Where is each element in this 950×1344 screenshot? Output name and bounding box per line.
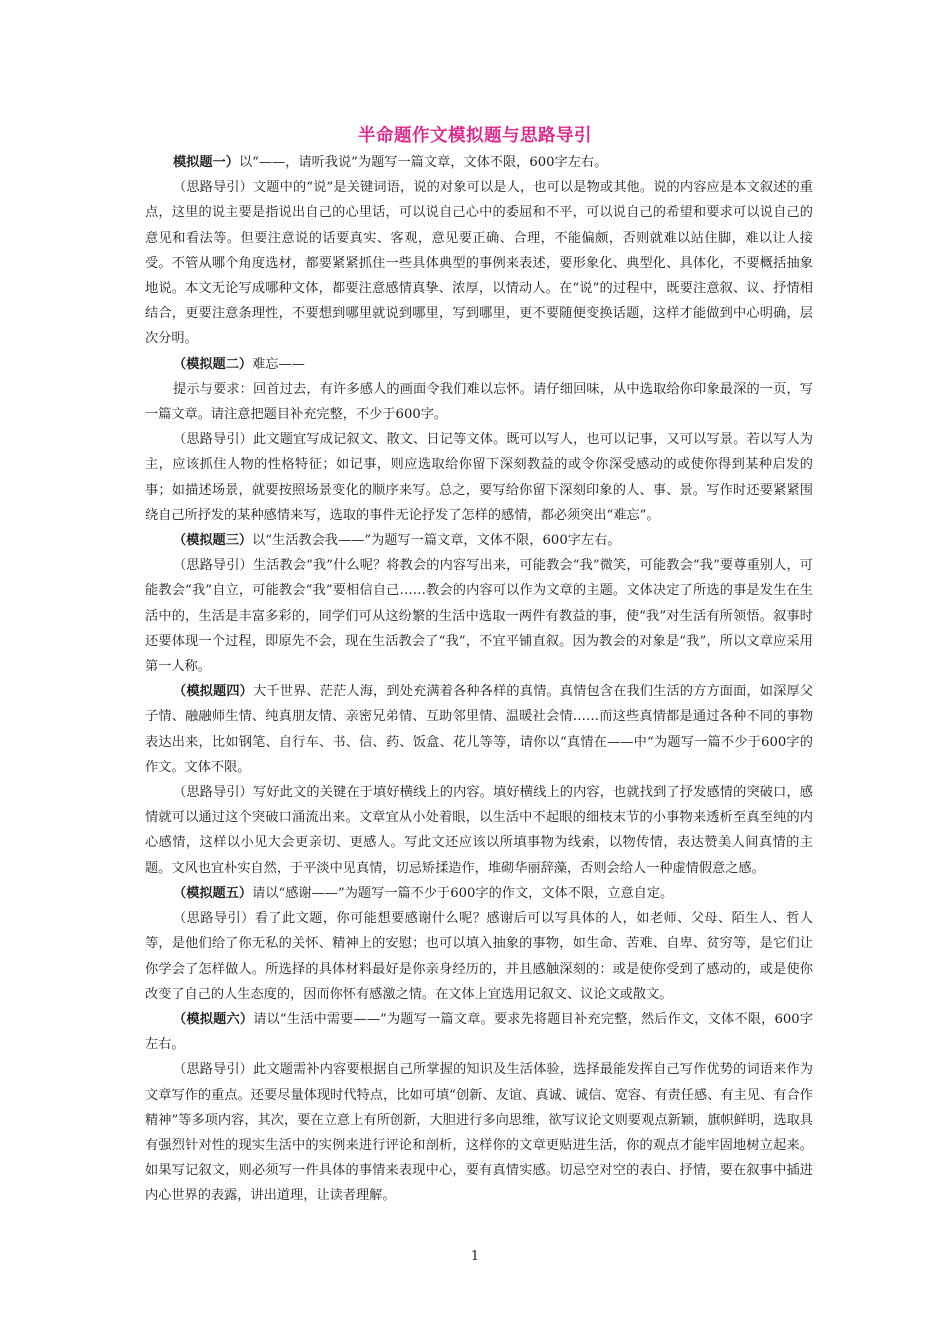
prompt-5 [145, 881, 813, 906]
guide-3: （思路导引）生活教会“我”什么呢？将教会的内容写出来，可能教会“我”微笑，可能教会“我”要尊重别人，可能教会“我”自立，可能教会“我”要相信自己……教会的内容可以作为文章的主题。文体决定了所选的事是发生在生活中的，生活是丰富多彩的，同学们可从这纷繁的生活中选取一两件有教益的事，使“我”对生活有所领悟。叙事时还要体现一个过程，即原先不会，现在生活教会了“我”，不宜平铺直叙。因为教会的对象是“我”，所以文章应采用第一人称。 [145, 558, 813, 675]
document-body [145, 150, 813, 1209]
guide-1: （思路导引）文题中的“说”是关键词语，说的对象可以是人，也可以是物或其他。说的内容应是本文叙述的重点，这里的说主要是指说出自己的心里话，可以说自己心中的委屈和不平，可以说自己的希望和要求可以说自己的意见和看法等。但要注意说的话要真实、客观，意见要正确、合理，不能偏颇，否则就难以站住脚，难以让人接受。不管从哪个角度选材，都要紧紧抓住一些具体典型的事例来表述，要形象化、典型化、具体化，不要概括抽象地说。本文无论写成哪种文体，都要注意感情真挚、浓厚，以情动人。在“说”的过程中，既要注意叙、议、抒情相结合，更要注意条理性，不要想到哪里就说到哪里，写到哪里，更不要随便变换话题，这样才能做到中心明确，层次分明。 [145, 180, 813, 347]
prompt-text: 以“——，请听我说”为题写一篇文章，文体不限，600字左右。 [238, 155, 608, 170]
prompt-text: 请以“生活中需要——”为题写一篇文章。要求先将题目补充完整，然后作文，文体不限，600字左右。 [145, 1011, 814, 1053]
requirement-2: 提示与要求：回首过去，有许多感人的画面令我们难以忘怀。请仔细回味，从中选取给你印象最深的一页，写一篇文章。请注意把题目补充完整，不少于600字。 [145, 381, 813, 423]
guide-6: （思路导引）此文题需补内容要根据自己所掌握的知识及生活体验，选择最能发挥自己写作优势的词语来作为文章写作的重点。还要尽量体现时代特点，比如可填“创新、友谊、真诚、诚信、宽容、有责任感、有主见、有合作精神”等多项内容，其次，要在立意上有所创新，大胆进行多向思维，欲写议论文则要观点新颖，旗帜鲜明，选取具有强烈针对性的现实生活中的实例来进行评论和剖析，这样你的文章更贴进生活，你的观点才能牢固地树立起来。如果写记叙文，则必须写一件具体的事情来表现中心，要有真情实感。切忌空对空的表白、抒情，要在叙事中插进内心世界的表露，讲出道理，让读者理解。 [145, 1062, 813, 1204]
guide-4: （思路导引）写好此文的关键在于填好横线上的内容。填好横线上的内容，也就找到了抒发感情的突破口，感情就可以通过这个突破口涌流出来。文章宜从小处着眼，以生活中不起眼的细枝末节的小事物来透析至真至纯的内心感情，这样以小见大会更亲切、更感人。写此文还应该以所填事物为线索，以物传情，表达赞美人间真情的主题。文风也宜朴实自然，于平淡中见真情，切忌矫揉造作，堆砌华丽辞藻，否则会给人一种虚情假意之感。 [145, 785, 813, 876]
prompt-2 [145, 352, 813, 377]
prompt-4 [145, 679, 813, 780]
prompt-label: （模拟题三） [173, 533, 253, 549]
prompt-label: 模拟题一） [173, 155, 239, 170]
document-title: 半命题作文模拟题与思路导引 [358, 126, 592, 146]
page-number: 1 [470, 1249, 480, 1264]
prompt-text: 请以“感谢——”为题写一篇不少于600字的作文，文体不限，立意自定。 [252, 885, 674, 901]
prompt-label: （模拟题四） [173, 684, 254, 700]
prompt-3 [145, 528, 813, 553]
prompt-6 [145, 1007, 813, 1057]
prompt-text: 难忘—— [252, 356, 305, 372]
prompt-label: （模拟题二） [173, 356, 253, 372]
guide-5: （思路导引）看了此文题，你可能想要感谢什么呢？感谢后可以写具体的人，如老师、父母、陌生人、哲人等，是他们给了你无私的关怀、精神上的安慰；也可以填入抽象的事物，如生命、苦难、自卑、贫穷等，是它们让你学会了怎样做人。所选择的具体材料最好是你亲身经历的，并且感触深刻的：或是使你受到了感动的，或是使你改变了自己的人生态度的，因而你怀有感激之情。在文体上宜选用记叙文、议论文或散文。 [145, 911, 813, 1002]
prompt-text: 大千世界、茫茫人海，到处充满着各种各样的真情。真情包含在我们生活的方方面面，如深厚父子情、融融师生情、纯真朋友情、亲密兄弟情、互助邻里情、温暖社会情……而这些真情都是通过各种不同的事物表达出来，比如钢笔、自行车、书、信、药、饭盒、花儿等等，请你以“真情在——中“为题写一篇不少于600字的作文。文体不限。 [145, 684, 814, 775]
guide-2: （思路导引）此文题宜写成记叙文、散文、日记等文体。既可以写人，也可以记事，又可以写景。若以写人为主，应该抓住人物的性格特征；如记事，则应选取给你留下深刻教益的或令你深受感动的或使你得到某种启发的事；如描述场景，就要按照场景变化的顺序来写。总之，要写给你留下深刻印象的人、事、景。写作时还要紧紧围绕自己所抒发的某种感情来写，选取的事件无论抒发了怎样的感情，都必须突出“难忘”。 [145, 432, 813, 523]
prompt-1 [145, 150, 813, 175]
prompt-text: 以“生活教会我——”为题写一篇文章，文体不限，600字左右。 [252, 533, 621, 549]
prompt-label: （模拟题五） [173, 885, 253, 901]
prompt-label: （模拟题六） [173, 1011, 254, 1027]
